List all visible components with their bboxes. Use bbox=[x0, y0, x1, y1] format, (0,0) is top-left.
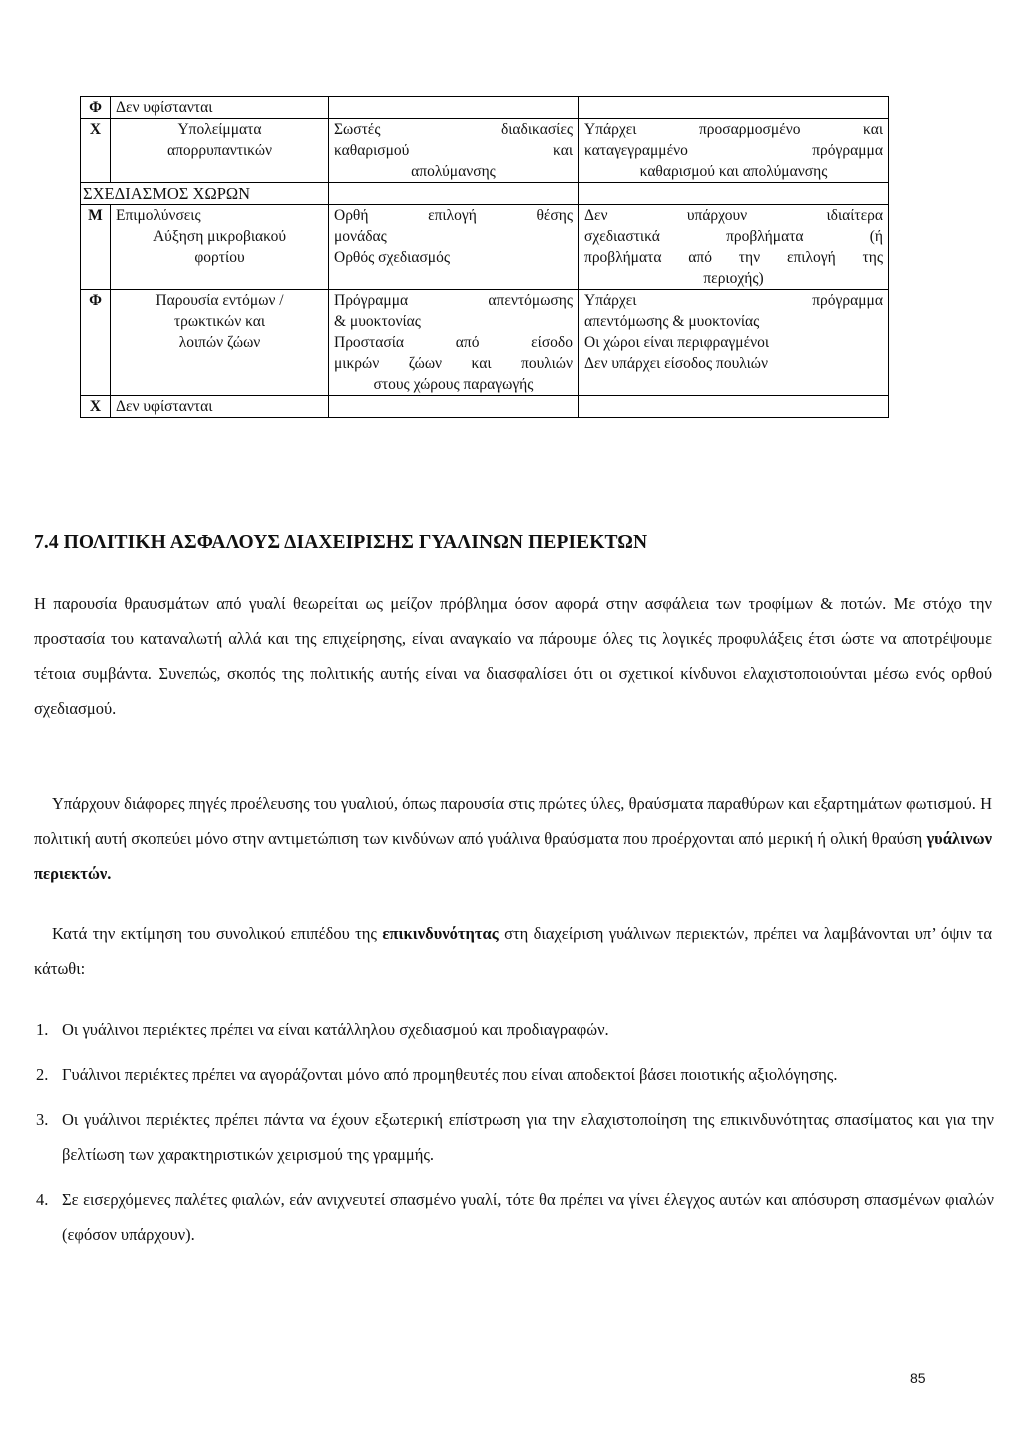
measure-line: Σωστές διαδικασίες bbox=[334, 121, 573, 138]
list-text: Γυάλινοι περιέκτες πρέπει να αγοράζονται μόνο από προμηθευτές που είναι αποδεκτοί βάσει ποιοτικής αξιολόγησης. bbox=[62, 1065, 838, 1084]
measure-line: μονάδας bbox=[334, 228, 387, 245]
page-number: 85 bbox=[910, 1370, 926, 1386]
hazard-line: τρωκτικών και bbox=[173, 313, 266, 330]
paragraph-sources bbox=[34, 786, 992, 891]
status-line: καταγεγραμμένο πρόγραμμα bbox=[584, 142, 883, 159]
status-cell bbox=[579, 205, 889, 290]
list-text: Οι γυάλινοι περιέκτες πρέπει πάντα να έχουν εξωτερική επίστρωση για την ελαχιστοποίηση της επικινδυνότητας σπασίματος και για την βελτίωση των χαρακτηριστικών χειρισμού της γραμμής. bbox=[62, 1110, 994, 1164]
status-line: καθαρισμού και απολύμανσης bbox=[639, 163, 828, 180]
list-item bbox=[34, 1057, 994, 1092]
measure-line: Προστασία από είσοδο bbox=[334, 334, 573, 351]
hazard-line: Παρουσία εντόμων / bbox=[155, 292, 284, 309]
hazard-cell bbox=[111, 290, 329, 396]
paragraph-text: Υπάρχουν διάφορες πηγές προέλευσης του γυαλιού, όπως παρουσία στις πρώτες ύλες, θραύσματα παραθύρων και εξαρτημάτων φωτισμού. Η πολιτική αυτή σκοπεύει μόνο στην αντιμετώπιση των κινδύνων από γυάλινα θραύσματα που προέρχονται από μερική ή ολική θραύση bbox=[34, 794, 992, 848]
measure-line: μικρών ζώων και πουλιών bbox=[334, 355, 573, 372]
section-title: ΣΧΕΔΙΑΣΜΟΣ ΧΩΡΩΝ bbox=[81, 183, 329, 205]
measure-line: Ορθή επιλογή θέσης bbox=[334, 207, 573, 224]
hazard-cell: Δεν υφίστανται bbox=[111, 396, 329, 418]
hazard-line: φορτίου bbox=[194, 249, 245, 266]
status-line: σχεδιαστικά προβλήματα (ή bbox=[584, 228, 883, 245]
paragraph-emphasis: επικινδυνότητας bbox=[382, 924, 499, 943]
list-text: Σε εισερχόμενες παλέτες φιαλών, εάν ανιχνευτεί σπασμένο γυαλί, τότε θα πρέπει να γίνει έλεγχος αυτών και απόσυρση σπασμένων φιαλών (εφόσον υπάρχουν). bbox=[62, 1190, 994, 1244]
paragraph-text: στη διαχείριση γυάλινων περιεκτών, πρέπει να λαμβάνονται υπ’ όψιν τα κάτωθι: bbox=[34, 924, 993, 978]
hazard-cell: Δεν υφίστανται bbox=[111, 97, 329, 119]
hazard-line: λοιπών ζώων bbox=[178, 334, 261, 351]
status-line: Δεν υπάρχει είσοδος πουλιών bbox=[584, 355, 768, 372]
table-row bbox=[81, 396, 889, 418]
measure-cell bbox=[329, 205, 579, 290]
hazard-code: Φ bbox=[81, 97, 111, 119]
list-item bbox=[34, 1102, 994, 1172]
measure-line: & μυοκτονίας bbox=[334, 313, 421, 330]
hazard-code: Χ bbox=[81, 396, 111, 418]
table-row bbox=[81, 290, 889, 396]
measure-line: στους χώρους παραγωγής bbox=[373, 376, 534, 393]
measure-line: απολύμανσης bbox=[411, 163, 496, 180]
table-row bbox=[81, 119, 889, 183]
status-line: περιοχής) bbox=[703, 270, 764, 287]
measure-line: Ορθός σχεδιασμός bbox=[334, 249, 451, 266]
status-cell bbox=[579, 119, 889, 183]
status-line: Οι χώροι είναι περιφραγμένοι bbox=[584, 334, 770, 351]
hazard-line: Αύξηση μικροβιακού bbox=[152, 228, 287, 245]
status-cell bbox=[579, 97, 889, 119]
status-line: Υπάρχει προσαρμοσμένο και bbox=[584, 121, 883, 138]
paragraph-intro: Η παρουσία θραυσμάτων από γυαλί θεωρείται ως μείζον πρόβλημα όσον αφορά στην ασφάλεια των τροφίμων & ποτών. Με στόχο την προστασία του καταναλωτή αλλά και της επιχείρησης, είναι αναγκαίο να πάρουμε όλες τις λογικές προφυλάξεις έτσι ώστε να αποτρέψουμε τέτοια συμβάντα. Συνεπώς, σκοπός της πολιτικής αυτής είναι να διασφαλίσει ότι οι σχετικοί κίνδυνοι ελαχιστοποιούνται μέσω ενός ορθού σχεδιασμού. bbox=[34, 594, 992, 718]
list-item bbox=[34, 1012, 994, 1047]
measure-cell bbox=[329, 119, 579, 183]
status-line: Δεν υπάρχουν ιδιαίτερα bbox=[584, 207, 883, 224]
measure-line: Πρόγραμμα απεντόμωσης bbox=[334, 292, 573, 309]
status-line: απεντόμωσης & μυοκτονίας bbox=[584, 313, 760, 330]
requirements-list bbox=[34, 1012, 994, 1262]
table-row bbox=[81, 97, 889, 119]
paragraph-emphasis: γυάλινων περιεκτών. bbox=[34, 829, 992, 883]
status-line: Υπάρχει πρόγραμμα bbox=[584, 292, 883, 309]
hazard-code: Μ bbox=[81, 205, 111, 290]
hazard-line: Επιμολύνσεις bbox=[116, 207, 201, 224]
hazard-line: Υπολείμματα bbox=[177, 121, 262, 138]
list-number: 1. bbox=[36, 1020, 49, 1039]
status-cell bbox=[579, 396, 889, 418]
list-number: 4. bbox=[36, 1190, 49, 1209]
list-number: 3. bbox=[36, 1110, 49, 1129]
hazard-code: Φ bbox=[81, 290, 111, 396]
measure-cell bbox=[329, 290, 579, 396]
hazard-cell bbox=[111, 119, 329, 183]
table-row bbox=[81, 205, 889, 290]
hazard-line: απορρυπαντικών bbox=[166, 142, 273, 159]
measure-cell bbox=[329, 396, 579, 418]
hazard-cell bbox=[111, 205, 329, 290]
empty-cell bbox=[329, 183, 579, 205]
measure-cell bbox=[329, 97, 579, 119]
hazard-code: Χ bbox=[81, 119, 111, 183]
paragraph-text: Κατά την εκτίμηση του συνολικού επιπέδου της bbox=[52, 924, 377, 943]
section-heading: 7.4 ΠΟΛΙΤΙΚΗ ΑΣΦΑΛΟΥΣ ΔΙΑΧΕΙΡΙΣΗΣ ΓΥΑΛΙΝΩΝ ΠΕΡΙΕΚΤΩΝ bbox=[34, 532, 648, 553]
list-number: 2. bbox=[36, 1065, 49, 1084]
status-line: προβλήματα από την επιλογή της bbox=[584, 249, 883, 266]
paragraph-assessment bbox=[34, 916, 992, 986]
empty-cell bbox=[579, 183, 889, 205]
list-item bbox=[34, 1182, 994, 1252]
section-row bbox=[81, 183, 889, 205]
status-cell bbox=[579, 290, 889, 396]
list-text: Οι γυάλινοι περιέκτες πρέπει να είναι κατάλληλου σχεδιασμού και προδιαγραφών. bbox=[62, 1020, 609, 1039]
hazard-table bbox=[80, 96, 889, 418]
measure-line: καθαρισμού και bbox=[334, 142, 573, 159]
